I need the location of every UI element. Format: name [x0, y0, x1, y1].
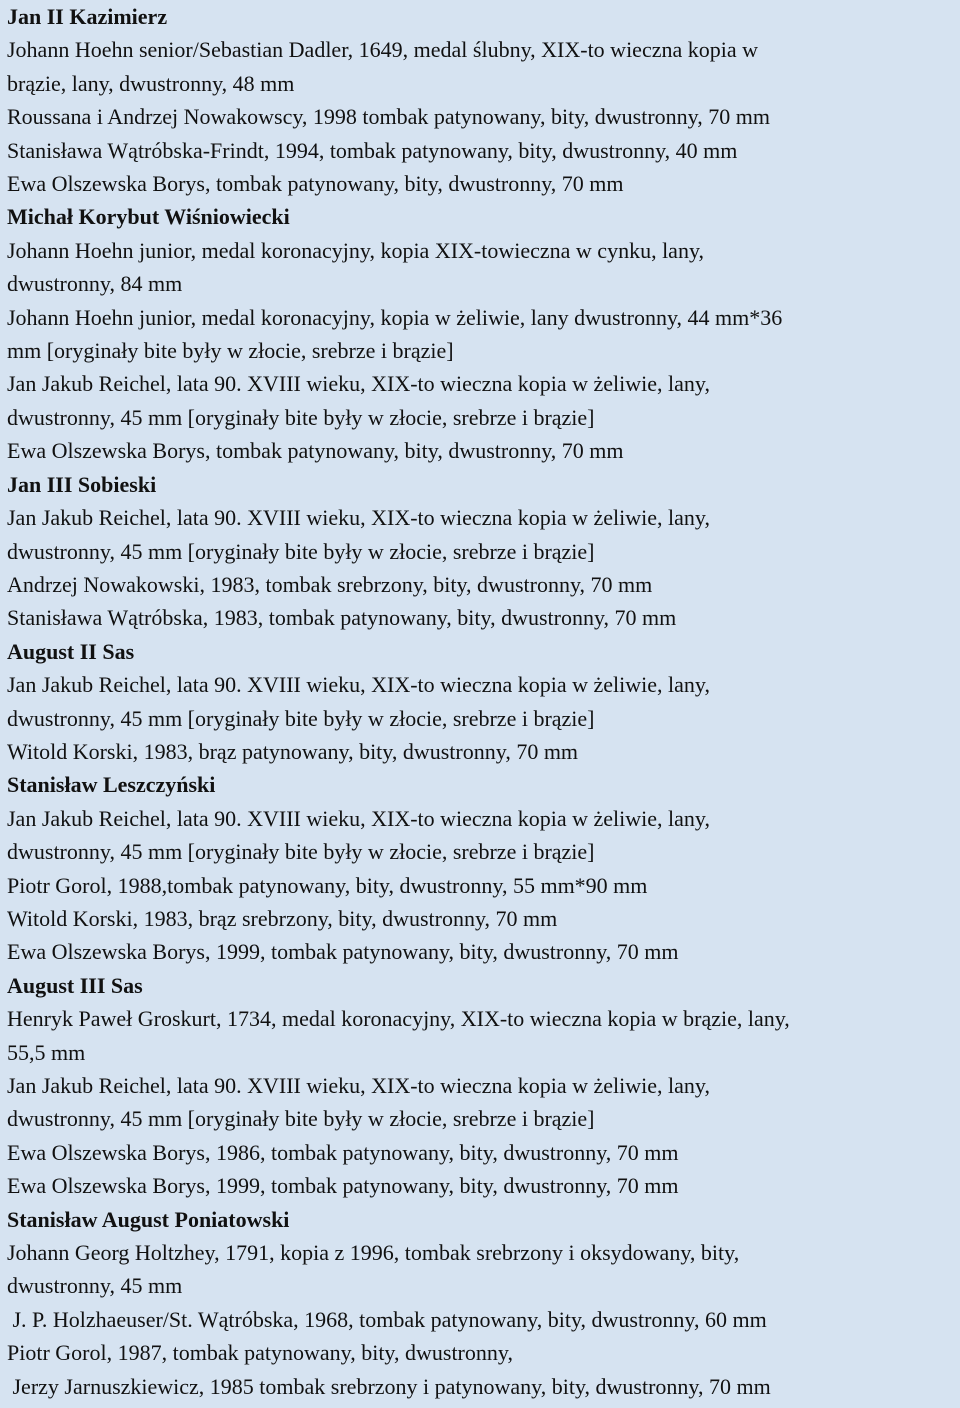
medal-entry-line: Jan Jakub Reichel, lata 90. XVIII wieku, XIX-to wieczna kopia w żeliwie, lany,	[7, 805, 710, 831]
medal-entry-line: Stanisława Wątróbska-Frindt, 1994, tombak patynowany, bity, dwustronny, 40 mm	[7, 137, 738, 163]
medal-entry-line: Stanisława Wątróbska, 1983, tombak patynowany, bity, dwustronny, 70 mm	[7, 605, 677, 631]
medal-entry-line: brązie, lany, dwustronny, 48 mm	[7, 70, 295, 96]
medal-entry-line: Witold Korski, 1983, brąz patynowany, bity, dwustronny, 70 mm	[7, 738, 579, 764]
medal-entry-line: Ewa Olszewska Borys, 1986, tombak patynowany, bity, dwustronny, 70 mm	[7, 1139, 679, 1165]
medal-entry-line: mm [oryginały bite były w złocie, srebrze i brązie]	[7, 338, 454, 364]
medal-entry-line: Roussana i Andrzej Nowakowscy, 1998 tombak patynowany, bity, dwustronny, 70 mm	[7, 104, 770, 130]
section-heading: Stanisław Leszczyński	[7, 772, 216, 798]
medal-entry-line: Ewa Olszewska Borys, 1999, tombak patynowany, bity, dwustronny, 70 mm	[7, 939, 679, 965]
medal-entry-line: Ewa Olszewska Borys, 1999, tombak patynowany, bity, dwustronny, 70 mm	[7, 1173, 679, 1199]
medal-entry-line: 55,5 mm	[7, 1039, 86, 1065]
section-heading: August III Sas	[7, 972, 143, 998]
medal-entry-line: Ewa Olszewska Borys, tombak patynowany, bity, dwustronny, 70 mm	[7, 171, 624, 197]
medal-entry-line: dwustronny, 45 mm [oryginały bite były w złocie, srebrze i brązie]	[7, 1106, 595, 1132]
section-heading: Jan III Sobieski	[7, 471, 157, 497]
medal-entry-line: Witold Korski, 1983, brąz srebrzony, bity, dwustronny, 70 mm	[7, 905, 558, 931]
medal-entry-line: Andrzej Nowakowski, 1983, tombak srebrzony, bity, dwustronny, 70 mm	[7, 571, 653, 597]
medal-entry-line: Johann Hoehn junior, medal koronacyjny, kopia w żeliwie, lany dwustronny, 44 mm*36	[7, 304, 783, 330]
medal-entry-line: Piotr Gorol, 1988,tombak patynowany, bity, dwustronny, 55 mm*90 mm	[7, 872, 648, 898]
medal-entry-line: dwustronny, 45 mm [oryginały bite były w złocie, srebrze i brązie]	[7, 538, 595, 564]
medal-entry-line: Ewa Olszewska Borys, tombak patynowany, bity, dwustronny, 70 mm	[7, 438, 624, 464]
section-heading: Stanisław August Poniatowski	[7, 1206, 290, 1232]
medal-entry-line: Johann Hoehn junior, medal koronacyjny, kopia XIX-towieczna w cynku, lany,	[7, 237, 705, 263]
medal-entry-line: dwustronny, 45 mm [oryginały bite były w złocie, srebrze i brązie]	[7, 839, 595, 865]
medal-entry-line: Johann Hoehn senior/Sebastian Dadler, 1649, medal ślubny, XIX-to wieczna kopia w	[7, 37, 759, 63]
medal-entry-line: Jan Jakub Reichel, lata 90. XVIII wieku, XIX-to wieczna kopia w żeliwie, lany,	[7, 672, 710, 698]
medal-entry-line: Jan Jakub Reichel, lata 90. XVIII wieku, XIX-to wieczna kopia w żeliwie, lany,	[7, 505, 710, 531]
medal-entry-line: Jan Jakub Reichel, lata 90. XVIII wieku, XIX-to wieczna kopia w żeliwie, lany,	[7, 1073, 710, 1098]
medal-entry-line: dwustronny, 45 mm [oryginały bite były w złocie, srebrze i brązie]	[7, 404, 595, 430]
medal-entry-line: Jan Jakub Reichel, lata 90. XVIII wieku, XIX-to wieczna kopia w żeliwie, lany,	[7, 371, 710, 397]
medal-entry-line: dwustronny, 45 mm	[7, 1273, 183, 1299]
medal-entry-line: Johann Georg Holtzhey, 1791, kopia z 1996, tombak srebrzony i oksydowany, bity,	[7, 1240, 740, 1266]
section-heading: August II Sas	[7, 638, 135, 664]
medal-entry-line: Jerzy Jarnuszkiewicz, 1985 tombak srebrzony i patynowany, bity, dwustronny, 70 mm	[7, 1373, 771, 1399]
section-heading: Michał Korybut Wiśniowiecki	[7, 204, 290, 230]
section-heading: Jan II Kazimierz	[7, 4, 168, 29]
medal-entry-line: Piotr Gorol, 1987, tombak patynowany, bity, dwustronny,	[7, 1340, 513, 1366]
medal-entry-line: J. P. Holzhaeuser/St. Wątróbska, 1968, tombak patynowany, bity, dwustronny, 60 mm	[7, 1306, 767, 1332]
medal-entry-line: Henryk Paweł Groskurt, 1734, medal koronacyjny, XIX-to wieczna kopia w brązie, lany,	[7, 1006, 790, 1032]
medal-entry-line: dwustronny, 84 mm	[7, 271, 183, 297]
medal-entry-line: dwustronny, 45 mm [oryginały bite były w złocie, srebrze i brązie]	[7, 705, 595, 731]
